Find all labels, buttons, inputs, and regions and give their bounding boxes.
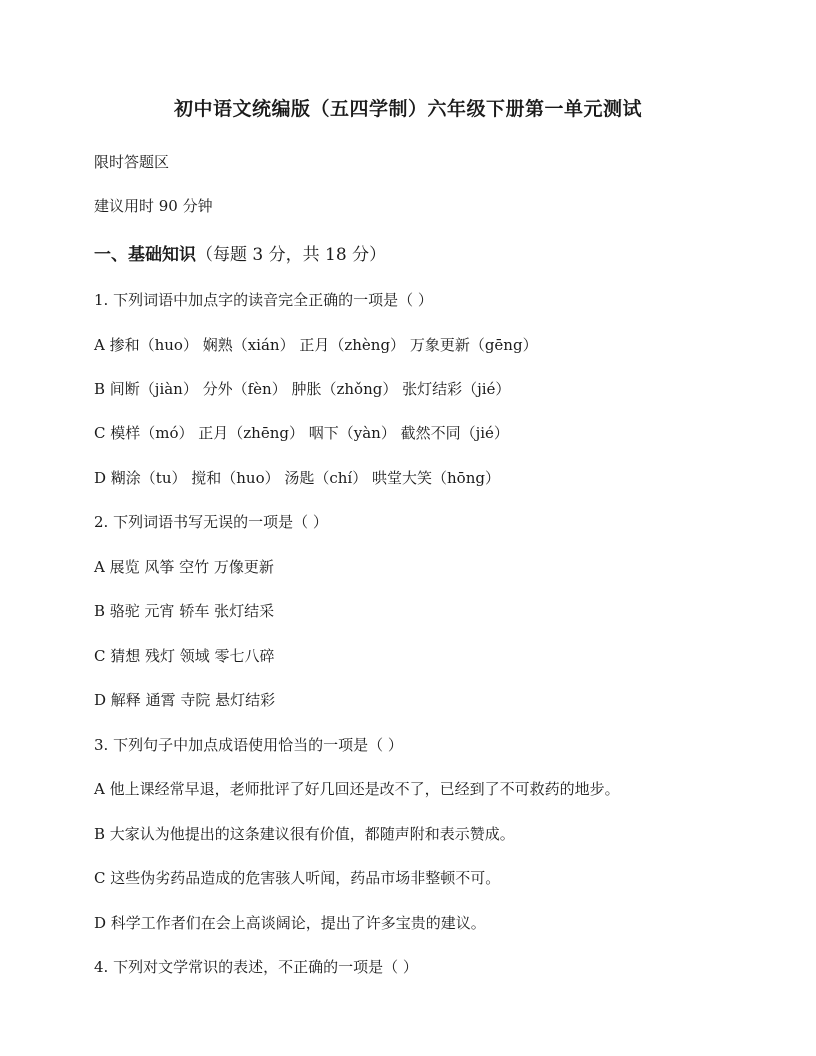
- suggested-time: 建议用时 90 分钟: [94, 197, 213, 215]
- question-stem: 3. 下列句子中加点成语使用恰当的一项是（ ）: [94, 736, 403, 754]
- zone-label: 限时答题区: [94, 153, 170, 171]
- question-option: D 糊涂（tu） 搅和（huo） 汤匙（chí） 哄堂大笑（hōng）: [94, 469, 500, 487]
- question-option: D 科学工作者们在会上高谈阔论，提出了许多宝贵的建议。: [94, 914, 486, 932]
- question-option: C 猜想 残灯 领域 零七八碎: [94, 647, 275, 665]
- question-option: A 他上课经常早退，老师批评了好几回还是改不了，已经到了不可救药的地步。: [94, 780, 620, 798]
- section-heading-note: （每题 3 分，共 18 分）: [196, 245, 387, 265]
- section-heading-title: 一、基础知识: [94, 245, 196, 265]
- question-option: C 模样（mó） 正月（zhēng） 咽下（yàn） 截然不同（jié）: [94, 424, 509, 442]
- question-option: C 这些伪劣药品造成的危害骇人听闻，药品市场非整顿不可。: [94, 869, 501, 887]
- document-title: 初中语文统编版（五四学制）六年级下册第一单元测试: [173, 98, 642, 120]
- question-stem: 2. 下列词语书写无误的一项是（ ）: [94, 513, 328, 531]
- question-option: B 大家认为他提出的这条建议很有价值，都随声附和表示赞成。: [94, 825, 515, 843]
- question-option: A 掺和（huo） 娴熟（xián） 正月（zhèng） 万象更新（gēng）: [94, 336, 538, 354]
- question-stem: 4. 下列对文学常识的表述，不正确的一项是（ ）: [94, 958, 418, 976]
- question-option: D 解释 通霄 寺院 悬灯结彩: [94, 691, 276, 709]
- section-heading: [94, 240, 386, 265]
- question-option: B 骆驼 元宵 轿车 张灯结采: [94, 602, 275, 620]
- question-stem: 1. 下列词语中加点字的读音完全正确的一项是（ ）: [94, 291, 433, 309]
- question-option: A 展览 风筝 空竹 万像更新: [94, 558, 274, 576]
- question-option: B 间断（jiàn） 分外（fèn） 肿胀（zhǒng） 张灯结彩（jié）: [94, 380, 511, 398]
